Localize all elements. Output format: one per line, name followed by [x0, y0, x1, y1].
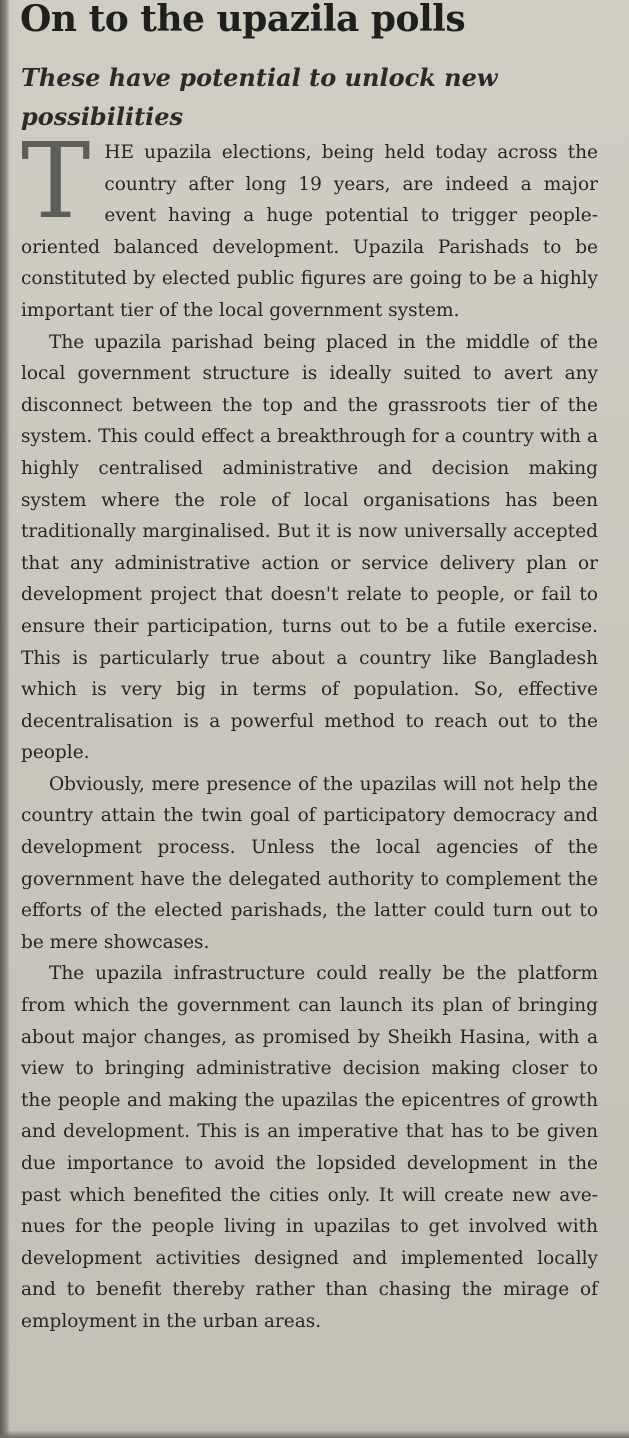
article-paragraph: HE upazila elections, being held today across the country after long 19 years, are indeed a major event having a huge potential to trigger people-oriented balanced development. Upazila Parishads to be constituted by elected public figures are going to be a highly important tier of the local government system.: [21, 142, 598, 321]
article-paragraph: The upazila infrastructure could really be the platform from which the government can launch its plan of bringing about major changes, as promised by Sheikh Hasina, with a view to bringing administrative decision making closer to the people and making the upazilas the epicentres of growth and development. This is an imperative that has to be given due importance to avoid the lopsided development in the past which benefited the cities only. It will create new avenues for the people living in upazilas to get involved with development activities designed and implemented locally and to benefit thereby rather than chasing the mirage of employment in the urban areas.: [21, 963, 598, 1332]
page-bottom-edge: [0, 1430, 629, 1438]
page-fold-shadow: [0, 0, 10, 1438]
article-deck: These have potential to unlock new possibilities: [21, 63, 498, 131]
drop-cap: T: [21, 120, 91, 242]
article-body: [21, 120, 598, 1338]
article-paragraph: Obviously, mere presence of the upazilas will not help the country attain the twin goal of participatory democracy and development process. Unless the local agencies of the government have the delegated authority to complement the efforts of the elected parishads, the latter could turn out to be mere showcases.: [21, 773, 598, 953]
article-headline: On to the upazila polls: [20, 0, 466, 40]
article-paragraph: The upazila parishad being placed in the middle of the local government structure is ideally suited to avert any disconnect between the top and the grassroots tier of the system. This could effect a breakthrough for a country with a highly centralised administrative and decision making system where the role of local organisations has been traditionally marginalised. But it is now universally accepted that any administrative action or service delivery plan or development project that doesn't relate to people, or fail to ensure their participation, turns out to be a futile exercise. This is particularly true about a country like Bangladesh which is very big in terms of population. So, effective decentralisation is a powerful method to reach out to the people.: [21, 331, 598, 764]
